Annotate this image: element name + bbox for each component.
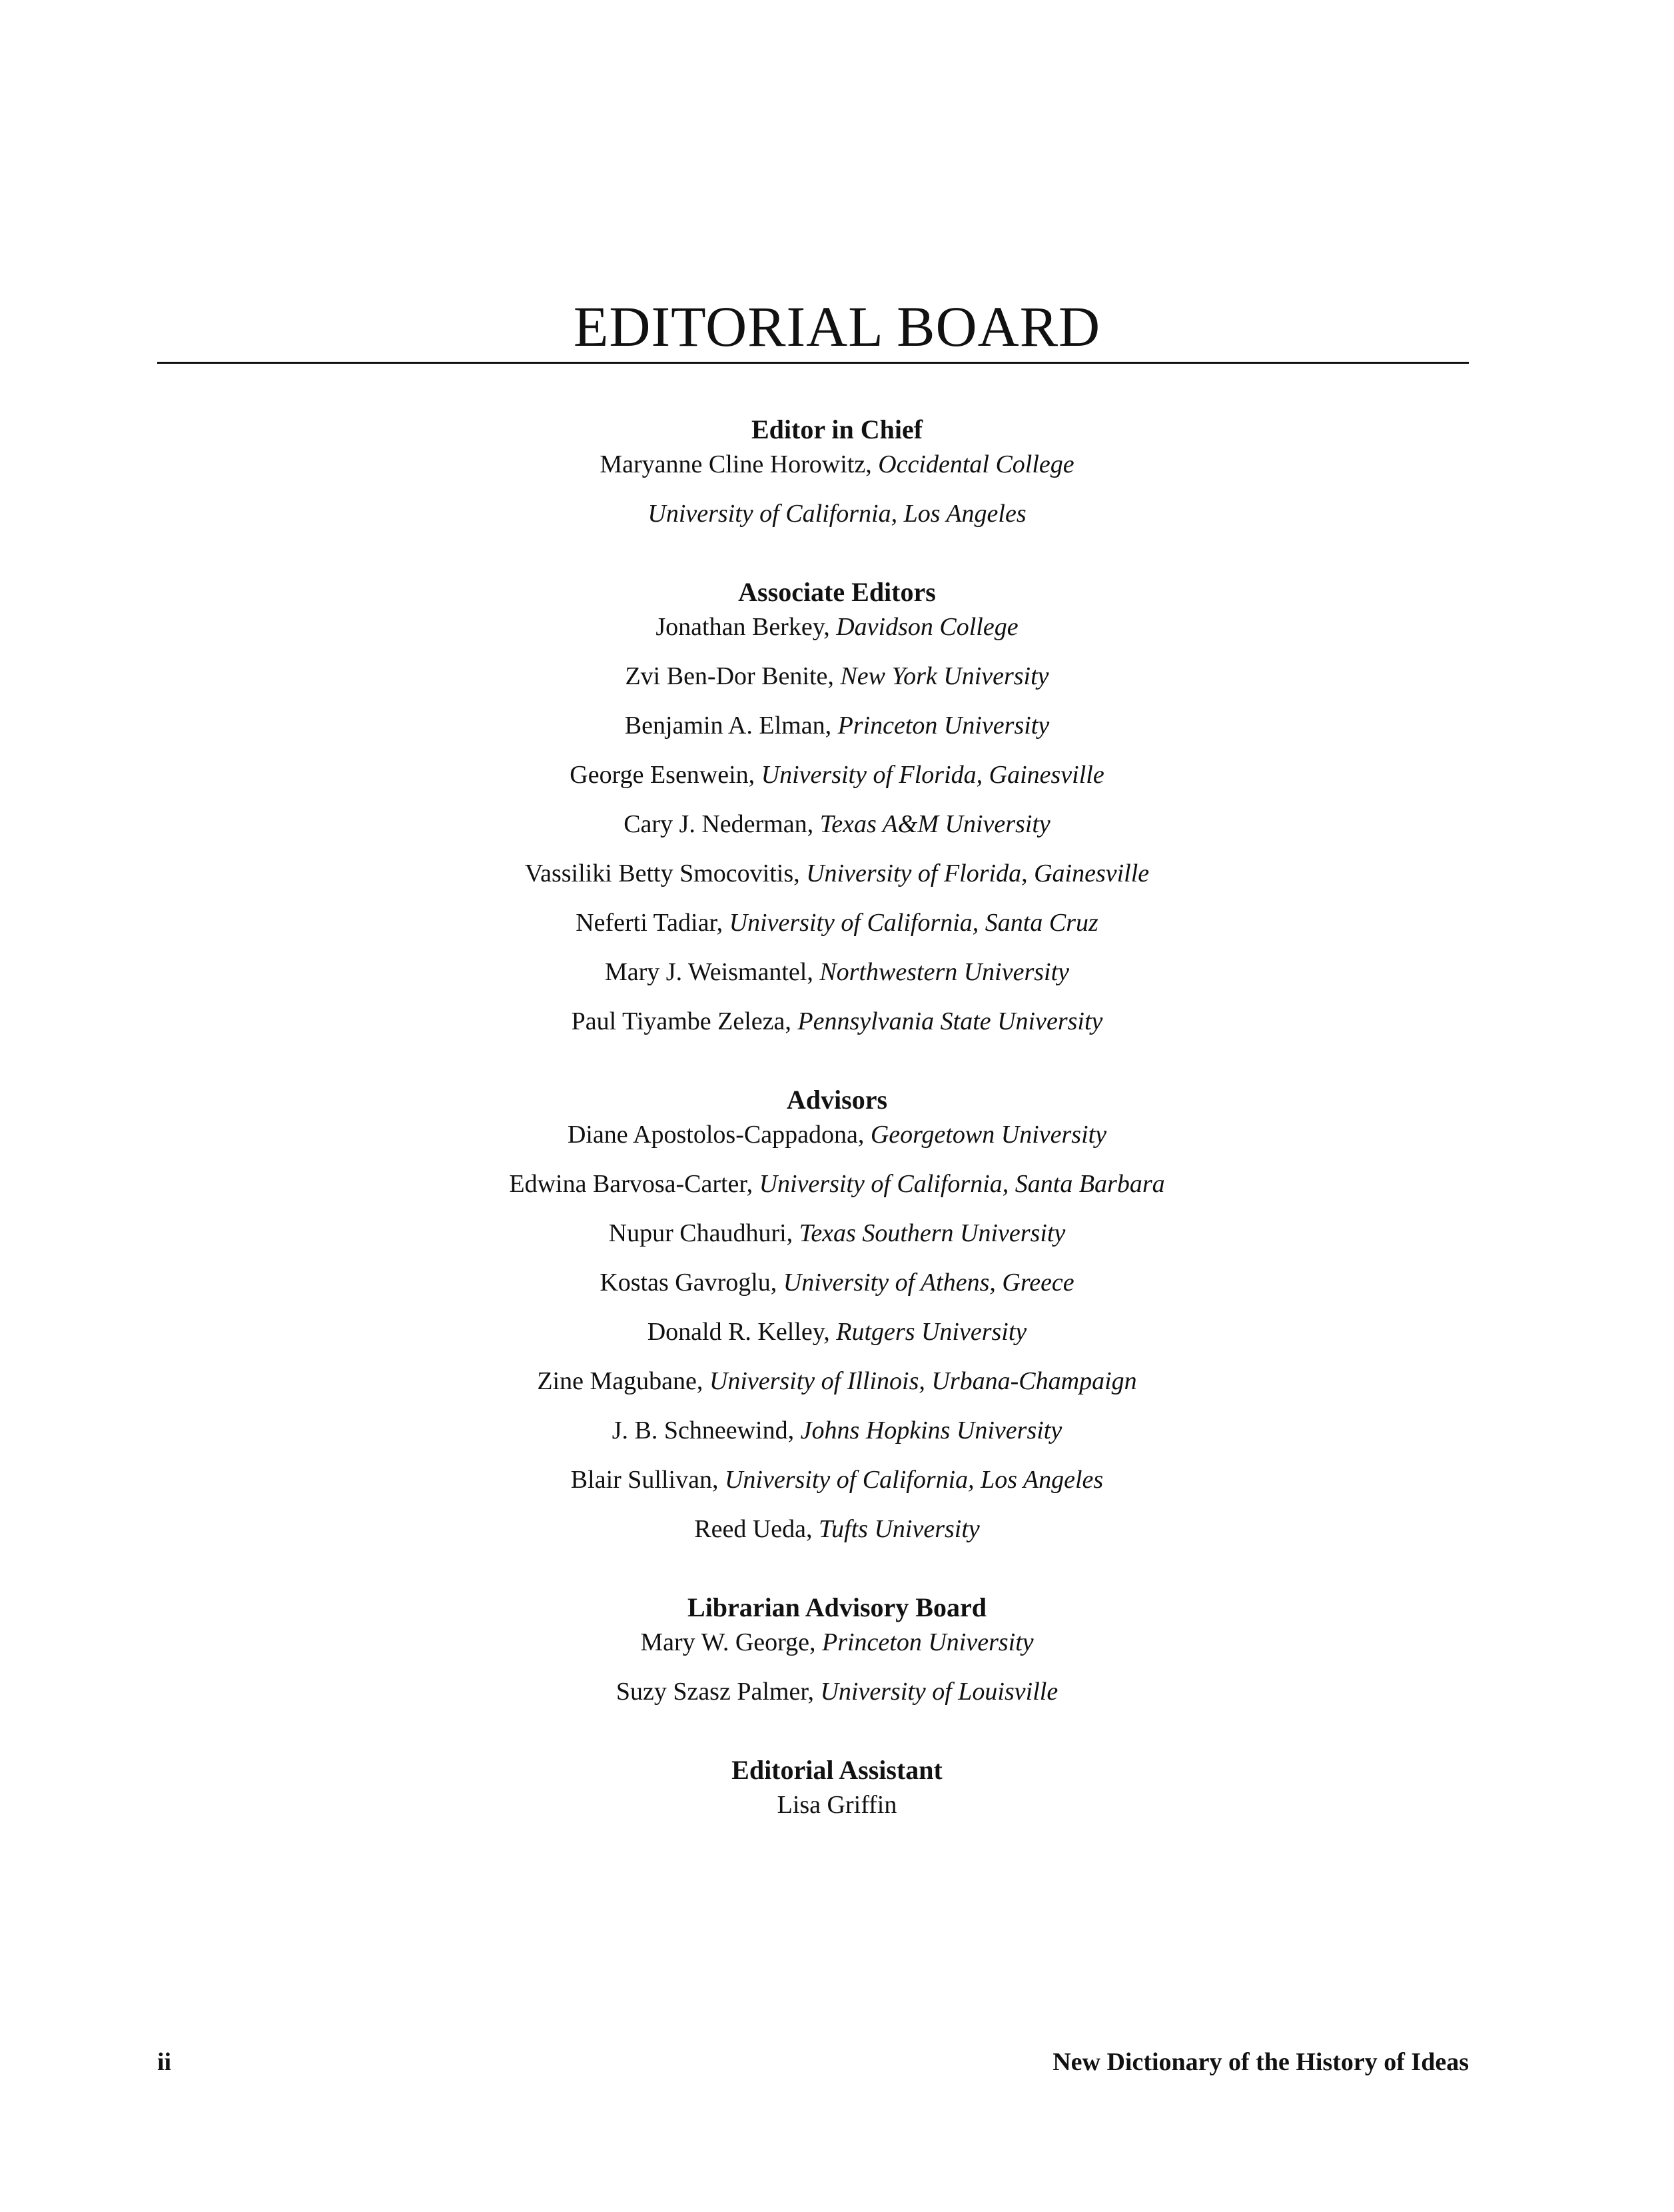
member-name: Zvi Ben-Dor Benite [625, 662, 828, 690]
board-member [0, 1266, 1674, 1299]
section-heading: Librarian Advisory Board [687, 1592, 987, 1622]
board-member [0, 1118, 1674, 1151]
board-member [0, 1414, 1674, 1447]
name-separator: , [696, 1367, 709, 1395]
member-name: Suzy Szasz Palmer [616, 1678, 808, 1706]
name-separator: , [825, 712, 838, 740]
member-name: J. B. Schneewind [612, 1416, 788, 1444]
member-name: Neferti Tadiar [576, 909, 717, 937]
board-member [0, 1217, 1674, 1250]
member-name: Blair Sullivan [570, 1466, 712, 1494]
page-footer [157, 2045, 1469, 2079]
board-section [0, 1754, 1674, 1822]
name-separator: , [746, 1170, 759, 1198]
title-rule [157, 362, 1469, 364]
board-member [0, 448, 1674, 481]
member-name: Paul Tiyambe Zeleza [571, 1007, 785, 1035]
board-member [0, 1365, 1674, 1398]
name-separator: , [823, 613, 837, 641]
running-title: New Dictionary of the History of Ideas [1052, 2048, 1469, 2076]
page-title: EDITORIAL BOARD [573, 294, 1101, 358]
board-member [0, 610, 1674, 644]
name-separator: , [857, 1121, 871, 1149]
member-institution: Rutgers University [836, 1318, 1027, 1346]
member-institution: University of Florida, Gainesville [806, 859, 1150, 887]
board-member [0, 857, 1674, 890]
member-institution: University of Florida, Gainesville [761, 761, 1104, 789]
member-institution: Johns Hopkins University [800, 1416, 1062, 1444]
member-name: Jonathan Berkey [655, 613, 824, 641]
member-name: Vassiliki Betty Smocovitis [524, 859, 794, 887]
member-name: Zine Magubane [537, 1367, 697, 1395]
member-name: Edwina Barvosa-Carter [509, 1170, 747, 1198]
board-member [0, 1463, 1674, 1496]
member-institution: Texas A&M University [819, 810, 1050, 838]
name-separator: , [787, 1416, 801, 1444]
member-institution: University of California, Los Angeles [647, 500, 1027, 528]
board-section [0, 413, 1674, 530]
name-separator: , [827, 662, 841, 690]
board-member [0, 1315, 1674, 1349]
name-separator: , [793, 859, 807, 887]
member-institution: Occidental College [878, 450, 1074, 478]
section-heading: Editorial Assistant [731, 1755, 943, 1785]
name-separator: , [770, 1269, 783, 1297]
name-separator: , [807, 1678, 821, 1706]
member-name: Diane Apostolos-Cappadona [567, 1121, 858, 1149]
page-number: ii [157, 2048, 172, 2076]
member-name: Reed Ueda [694, 1515, 807, 1543]
board-member [0, 808, 1674, 841]
board-member [0, 1005, 1674, 1038]
name-separator: , [823, 1318, 837, 1346]
section-heading: Editor in Chief [751, 414, 923, 444]
member-name: Mary W. George [640, 1628, 809, 1656]
name-separator: , [806, 1515, 819, 1543]
name-separator: , [748, 761, 761, 789]
board-section [0, 1591, 1674, 1708]
member-institution: University of Athens, Greece [783, 1269, 1074, 1297]
name-separator: , [809, 1628, 822, 1656]
board-section [0, 1083, 1674, 1546]
member-name: Lisa Griffin [777, 1791, 897, 1819]
board-member [0, 497, 1674, 530]
board-member [0, 1167, 1674, 1201]
member-institution: University of Louisville [820, 1678, 1058, 1706]
section-heading: Advisors [786, 1085, 888, 1115]
member-institution: Georgetown University [870, 1121, 1107, 1149]
member-name: Nupur Chaudhuri [608, 1219, 787, 1247]
editorial-board-list [0, 413, 1674, 1822]
board-member [0, 1788, 1674, 1822]
name-separator: , [711, 1466, 725, 1494]
member-institution: Princeton University [837, 712, 1050, 740]
member-institution: University of California, Los Angeles [724, 1466, 1104, 1494]
board-member [0, 955, 1674, 989]
member-institution: Pennsylvania State University [797, 1007, 1103, 1035]
member-institution: Texas Southern University [799, 1219, 1066, 1247]
member-institution: Tufts University [819, 1515, 980, 1543]
member-institution: Davidson College [836, 613, 1019, 641]
member-name: Kostas Gavroglu [600, 1269, 771, 1297]
member-name: George Esenwein [570, 761, 749, 789]
name-separator: , [865, 450, 879, 478]
board-member [0, 660, 1674, 693]
member-name: Donald R. Kelley [647, 1318, 824, 1346]
name-separator: , [807, 958, 820, 986]
board-member [0, 906, 1674, 939]
member-name: Maryanne Cline Horowitz [600, 450, 866, 478]
member-name: Cary J. Nederman [624, 810, 807, 838]
name-separator: , [786, 1219, 799, 1247]
member-institution: University of California, Santa Barbara [759, 1170, 1165, 1198]
board-member [0, 709, 1674, 742]
member-institution: University of Illinois, Urbana-Champaign [709, 1367, 1137, 1395]
board-member [0, 758, 1674, 792]
board-member [0, 1675, 1674, 1708]
section-heading: Associate Editors [738, 577, 936, 607]
member-institution: Princeton University [822, 1628, 1034, 1656]
member-institution: Northwestern University [819, 958, 1070, 986]
board-member [0, 1512, 1674, 1546]
name-separator: , [807, 810, 820, 838]
board-section [0, 576, 1674, 1038]
member-name: Mary J. Weismantel [604, 958, 807, 986]
member-institution: New York University [840, 662, 1049, 690]
name-separator: , [785, 1007, 798, 1035]
name-separator: , [716, 909, 729, 937]
board-member [0, 1626, 1674, 1659]
member-institution: University of California, Santa Cruz [729, 909, 1098, 937]
member-name: Benjamin A. Elman [624, 712, 825, 740]
